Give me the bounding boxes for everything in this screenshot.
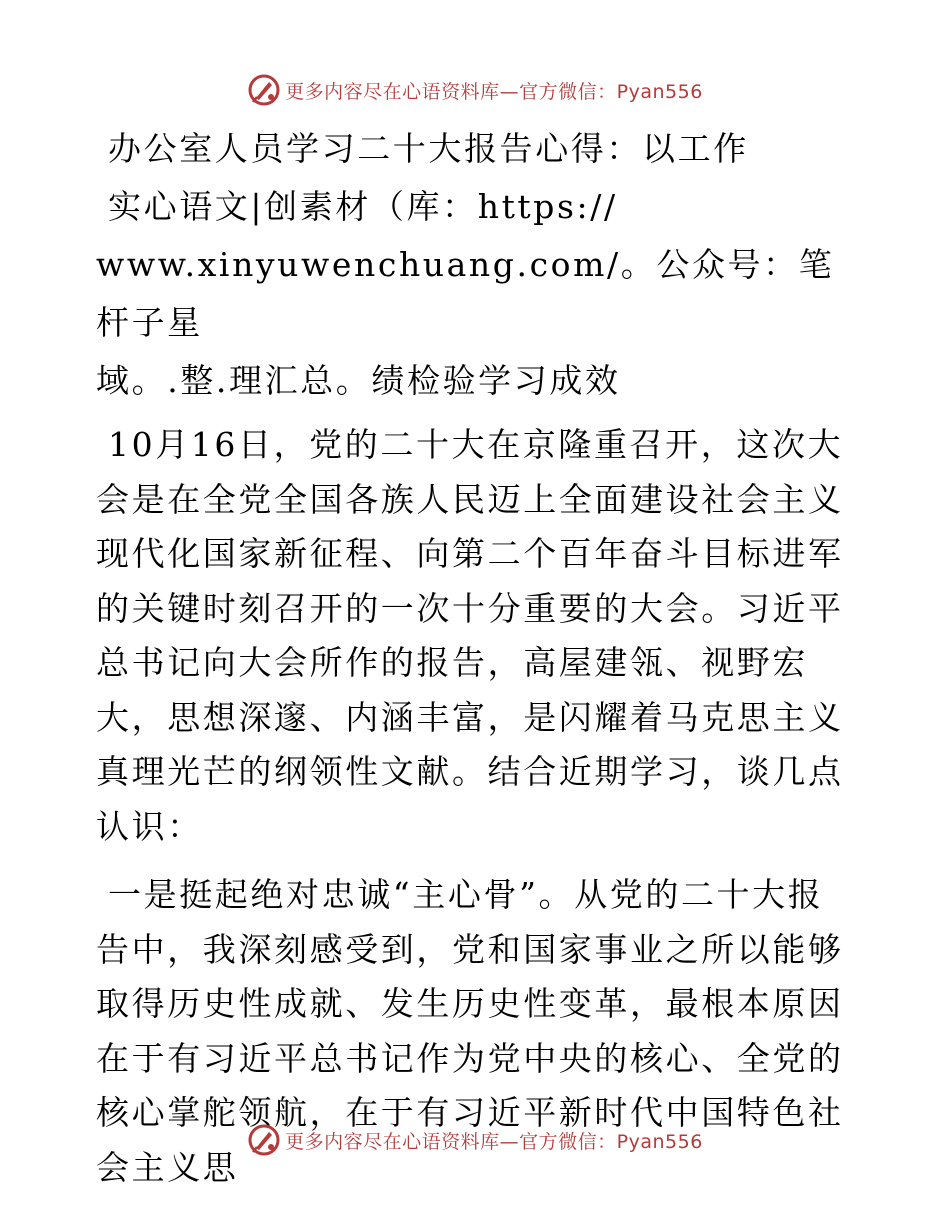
watermark-wechat-id-bottom: Pyan556: [616, 1130, 703, 1153]
title-line-2: 实心语文|创素材（库：https://: [108, 187, 618, 226]
quill-seal-icon: [247, 1123, 281, 1157]
title-line-3: www.xinyuwenchuang.com/。公众号：笔杆子星: [96, 245, 835, 342]
document-title: [96, 120, 856, 410]
watermark-wechat-id: Pyan556: [616, 80, 703, 103]
watermark-text: [285, 77, 703, 104]
watermark-banner-bottom: [0, 1120, 950, 1160]
paragraph-intro-text: 10月16日，党的二十大在京隆重召开，这次大会是在全党全国各族人民迈上全面建设社会主义现代化国家新征程、向第二个百年奋斗目标进军的关键时刻召开的一次十分重要的大会。习近平总书记向大会所作的报告，高屋建瓴、视野宏大，思想深邃、内涵丰富，是闪耀着马克思主义真理光芒的纲领性文献。结合近期学习，谈几点认识：: [96, 425, 844, 846]
paragraph-point-one-text: 一是挺起绝对忠诚“主心骨”。从党的二十大报告中，我深刻感受到，党和国家事业之所以能够取得历史性成就、发生历史性变革，最根本原因在于有习近平总书记作为党中央的核心、全党的核心掌舵领航，在于有习近平新时代中国特色社会主义思: [96, 875, 844, 1187]
watermark-caption-bottom: 更多内容尽在心语资料库—官方微信：: [285, 1130, 617, 1153]
title-line-1: 办公室人员学习二十大报告心得：以工作: [108, 129, 749, 168]
watermark-text-bottom: [285, 1127, 703, 1154]
document-body: [96, 120, 856, 1209]
title-line-4: 域。.整.理汇总。绩检验学习成效: [96, 361, 621, 400]
watermark-caption: 更多内容尽在心语资料库—官方微信：: [285, 80, 617, 103]
quill-seal-icon: [247, 73, 281, 107]
paragraph-intro: [96, 418, 856, 854]
watermark-banner-top: [0, 70, 950, 110]
